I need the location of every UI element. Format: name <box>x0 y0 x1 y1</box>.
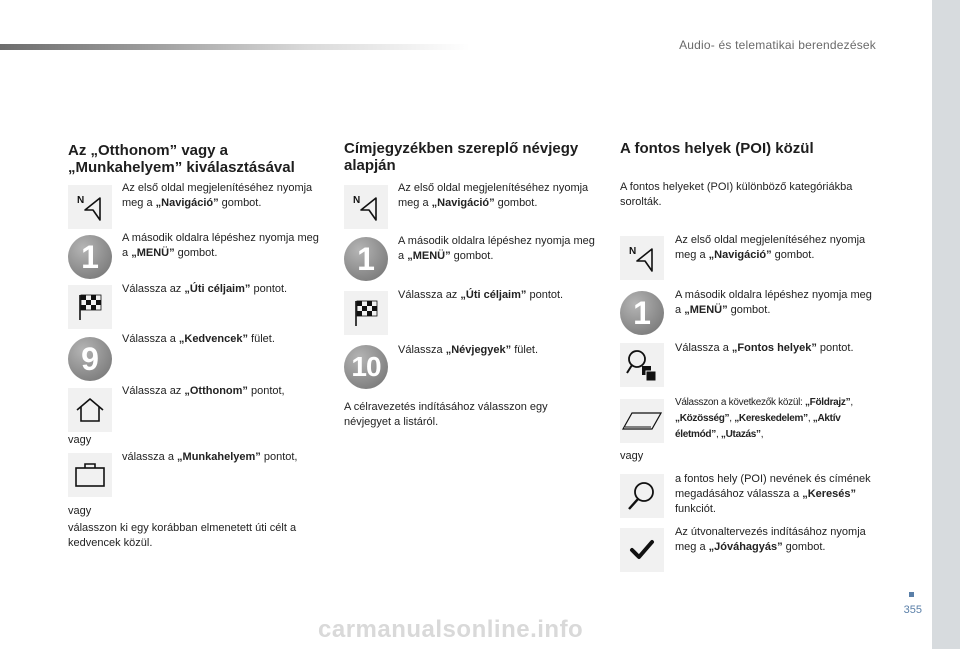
col3-step6-text: Az útvonaltervezés indításához nyomja meg a „Jóváhagyás” gombot. <box>675 526 866 553</box>
col2-heading: Címjegyzékben szereplő névjegy alapján <box>344 140 579 174</box>
col3-step4-text: Válasszon a következők közül: „Földrajz”, „Közösség”, „Kereskedelem”, „Aktív életmód”, „Utazás”, <box>675 397 853 440</box>
col1-nav-icon-box <box>68 185 112 229</box>
col1-step1-text: Az első oldal megjelenítéséhez nyomja meg a „Navigáció” gombot. <box>122 182 313 209</box>
col1-flag-icon-box <box>68 285 112 329</box>
navigation-icon <box>351 192 381 222</box>
col3-search-icon-box <box>620 474 664 518</box>
col2-step1-text: Az első oldal megjelenítéséhez nyomja meg a „Navigáció” gombot. <box>398 182 589 209</box>
col2-step3-text: Válassza az „Úti céljaim” pontot. <box>398 289 564 301</box>
col3-step5-text: a fontos hely (POI) nevének és címének megadásához válassza a „Keresés” funkciót. <box>675 473 871 515</box>
checkmark-icon <box>627 535 657 565</box>
col1-or2: vagy <box>68 505 92 517</box>
col3-step2-number: 1 <box>620 291 664 335</box>
col3-step2-text: A második oldalra lépéshez nyomja meg a „MENÜ” gombot. <box>675 289 872 316</box>
col2-step2-text: A második oldalra lépéshez nyomja meg a „MENÜ” gombot. <box>398 235 595 262</box>
page-side-strip <box>932 0 960 649</box>
col1-heading: Az „Otthonom” vagy a „Munkahelyem” kiválasztásával <box>68 142 295 176</box>
col1-step3-text: Válassza az „Úti céljaim” pontot. <box>122 283 288 295</box>
col2-step4-text: Válassza „Névjegyek” fület. <box>398 344 539 356</box>
col1-step2-number: 1 <box>68 235 112 279</box>
col3-heading: A fontos helyek (POI) közül <box>620 140 814 157</box>
col2-closing-text: A célravezetés indításához válasszon egy névjegyet a listáról. <box>344 401 548 428</box>
col1-step2-text: A második oldalra lépéshez nyomja meg a „MENÜ” gombot. <box>122 232 319 259</box>
header-decor-bar <box>0 44 470 50</box>
col3-intro-text: A fontos helyeket (POI) különböző kategóriákba sorolták. <box>620 181 853 208</box>
page-number: 355 <box>903 604 922 616</box>
watermark: carmanualsonline.info <box>318 616 584 643</box>
magnifier-icon <box>625 479 659 513</box>
col1-step6-text: válassza a „Munkahelyem” pontot, <box>122 451 298 463</box>
col1-step5-text: Válassza az „Otthonom” pontot, <box>122 385 285 397</box>
col3-step1-text: Az első oldal megjelenítéséhez nyomja meg a „Navigáció” gombot. <box>675 234 866 261</box>
col2-step4-number: 10 <box>344 345 388 389</box>
col3-confirm-icon-box <box>620 528 664 572</box>
col1-work-icon-box <box>68 453 112 497</box>
home-icon <box>74 395 106 425</box>
col3-or1: vagy <box>620 450 644 462</box>
col3-nav-icon-box <box>620 236 664 280</box>
col2-nav-icon-box <box>344 185 388 229</box>
poi-search-icon <box>624 347 660 383</box>
col3-poi-icon-box <box>620 343 664 387</box>
svg-text:N: N <box>629 246 637 257</box>
page-marker <box>909 592 914 597</box>
col2-step2-number: 1 <box>344 237 388 281</box>
col3-road-icon-box <box>620 399 664 443</box>
col2-flag-icon-box <box>344 291 388 335</box>
col1-or1: vagy <box>68 434 92 446</box>
col1-step4-text: Válassza a „Kedvencek” fület. <box>122 333 275 345</box>
header-title: Audio- és telematikai berendezések <box>679 38 876 52</box>
checkered-flag-icon <box>351 298 381 328</box>
col1-step4-number: 9 <box>68 337 112 381</box>
col3-step3-text: Válassza a „Fontos helyek” pontot. <box>675 342 854 354</box>
navigation-icon <box>75 192 105 222</box>
svg-text:N: N <box>77 195 85 206</box>
col1-home-icon-box <box>68 388 112 432</box>
checkered-flag-icon <box>75 292 105 322</box>
briefcase-icon <box>73 460 107 490</box>
navigation-icon <box>627 243 657 273</box>
col1-closing-text: válasszon ki egy korábban elmenetett úti célt a kedvencek közül. <box>68 522 297 549</box>
road-icon <box>622 409 662 433</box>
svg-text:N: N <box>353 195 361 206</box>
